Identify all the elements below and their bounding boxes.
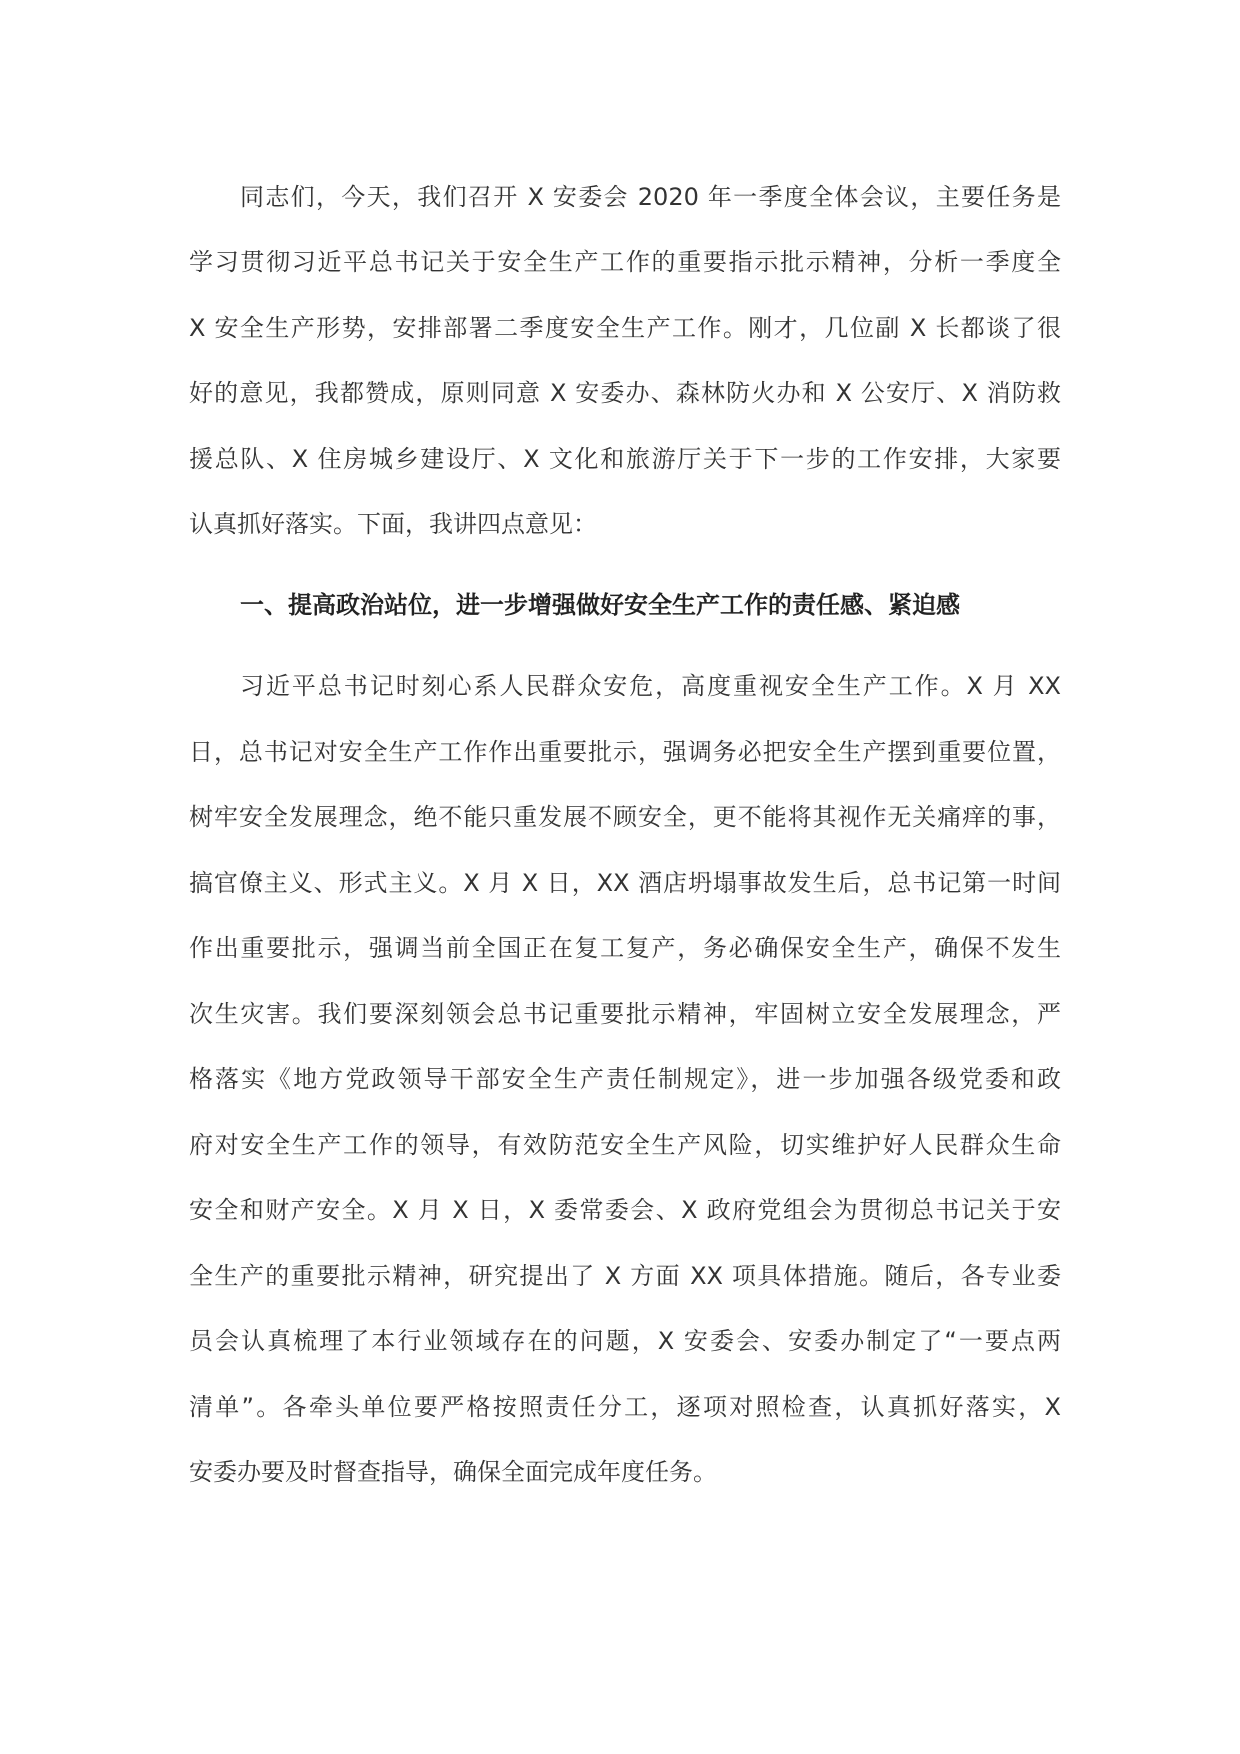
text-line: 搞官僚主义、形式主义。X 月 X 日，XX 酒店坍塌事故发生后，总书记第一时间: [189, 869, 1061, 897]
text-line: 府对安全生产工作的领导，有效防范安全生产风险，切实维护好人民群众生命: [189, 1131, 1061, 1159]
text-line: 习近平总书记时刻心系人民群众安危，高度重视安全生产工作。X 月 XX: [240, 672, 1061, 700]
text-line: 援总队、X 住房城乡建设厅、X 文化和旅游厅关于下一步的工作安排，大家要: [189, 445, 1061, 473]
text-line: 认真抓好落实。下面，我讲四点意见：: [189, 510, 597, 538]
text-line: 格落实《地方党政领导干部安全生产责任制规定》，进一步加强各级党委和政: [189, 1065, 1061, 1093]
text-line: 好的意见，我都赞成，原则同意 X 安委办、森林防火办和 X 公安厅、X 消防救: [189, 379, 1061, 407]
text-line: 日，总书记对安全生产工作作出重要批示，强调务必把安全生产摆到重要位置，: [189, 738, 1061, 766]
text-line: 作出重要批示，强调当前全国正在复工复产，务必确保安全生产，确保不发生: [189, 934, 1061, 962]
text-line: 安全和财产安全。X 月 X 日，X 委常委会、X 政府党组会为贯彻总书记关于安: [189, 1196, 1061, 1224]
text-line: 员会认真梳理了本行业领域存在的问题，X 安委会、安委办制定了“一要点两: [189, 1327, 1061, 1355]
text-line: 学习贯彻习近平总书记关于安全生产工作的重要指示批示精神，分析一季度全: [189, 248, 1061, 276]
text-line: 安委办要及时督查指导，确保全面完成年度任务。: [189, 1458, 717, 1486]
text-line: X 安全生产形势，安排部署二季度安全生产工作。刚才，几位副 X 长都谈了很: [189, 314, 1061, 342]
text-line: 次生灾害。我们要深刻领会总书记重要批示精神，牢固树立安全发展理念，严: [189, 1000, 1061, 1028]
text-line: 同志们，今天，我们召开 X 安委会 2020 年一季度全体会议，主要任务是: [240, 183, 1061, 211]
text-line: 全生产的重要批示精神，研究提出了 X 方面 XX 项具体措施。随后，各专业委: [189, 1262, 1061, 1290]
section-heading: 一、提高政治站位，进一步增强做好安全生产工作的责任感、紧迫感: [240, 591, 960, 619]
text-line: 清单”。各牵头单位要严格按照责任分工，逐项对照检查，认真抓好落实，X: [189, 1393, 1061, 1421]
text-line: 树牢安全发展理念，绝不能只重发展不顾安全，更不能将其视作无关痛痒的事，: [189, 803, 1061, 831]
